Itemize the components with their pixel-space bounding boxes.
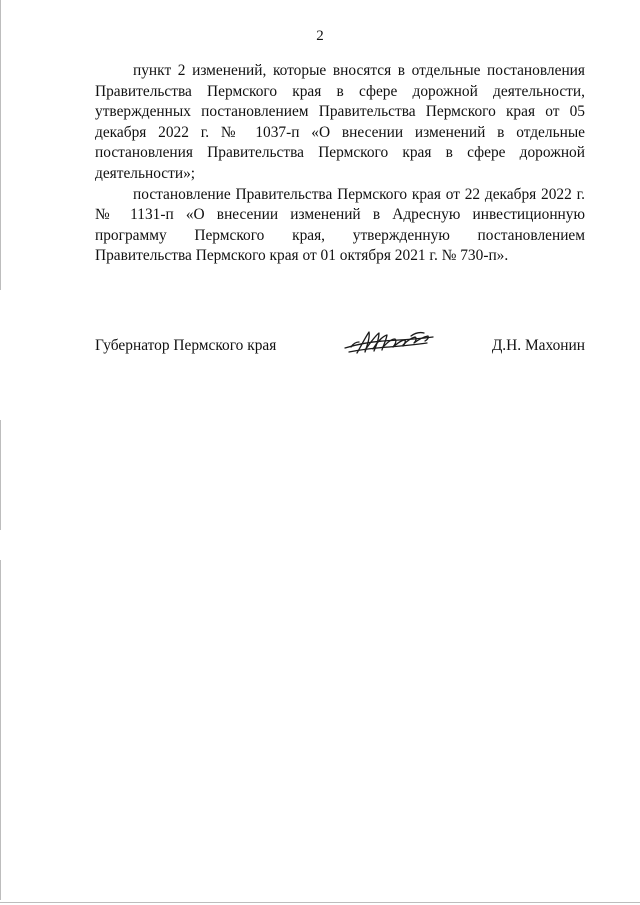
signature-block xyxy=(95,332,585,360)
paragraph-2: постановление Правительства Пермского края от 22 декабря 2022 г. № 1131-п «О внесении изменений в Адресную инвестиционную программу Пермского края, утвержденную постановлением Правительства Пермского края от 01 октября 2021 г. № 730-п». xyxy=(95,185,585,265)
scan-edge-mark xyxy=(0,420,1,530)
document-body xyxy=(95,61,585,267)
page-number: 2 xyxy=(316,28,324,44)
signatory-name: Д.Н. Махонин xyxy=(491,337,585,354)
scan-edge-mark xyxy=(0,902,640,903)
handwritten-signature xyxy=(343,328,439,358)
signatory-position: Губернатор Пермского края xyxy=(95,337,277,354)
scan-edge-mark xyxy=(0,0,1,290)
paragraph-1: пункт 2 изменений, которые вносятся в отдельные постановления Правительства Пермского края в сфере дорожной деятельности, утвержденных постановлением Правительства Пермского края от 05 декабря 2022 г. № 1037-п «О внесении изменений в отдельные постановления Правительства Пермского края в сфере дорожной деятельности»; xyxy=(95,62,585,182)
scan-edge-mark xyxy=(0,560,1,900)
